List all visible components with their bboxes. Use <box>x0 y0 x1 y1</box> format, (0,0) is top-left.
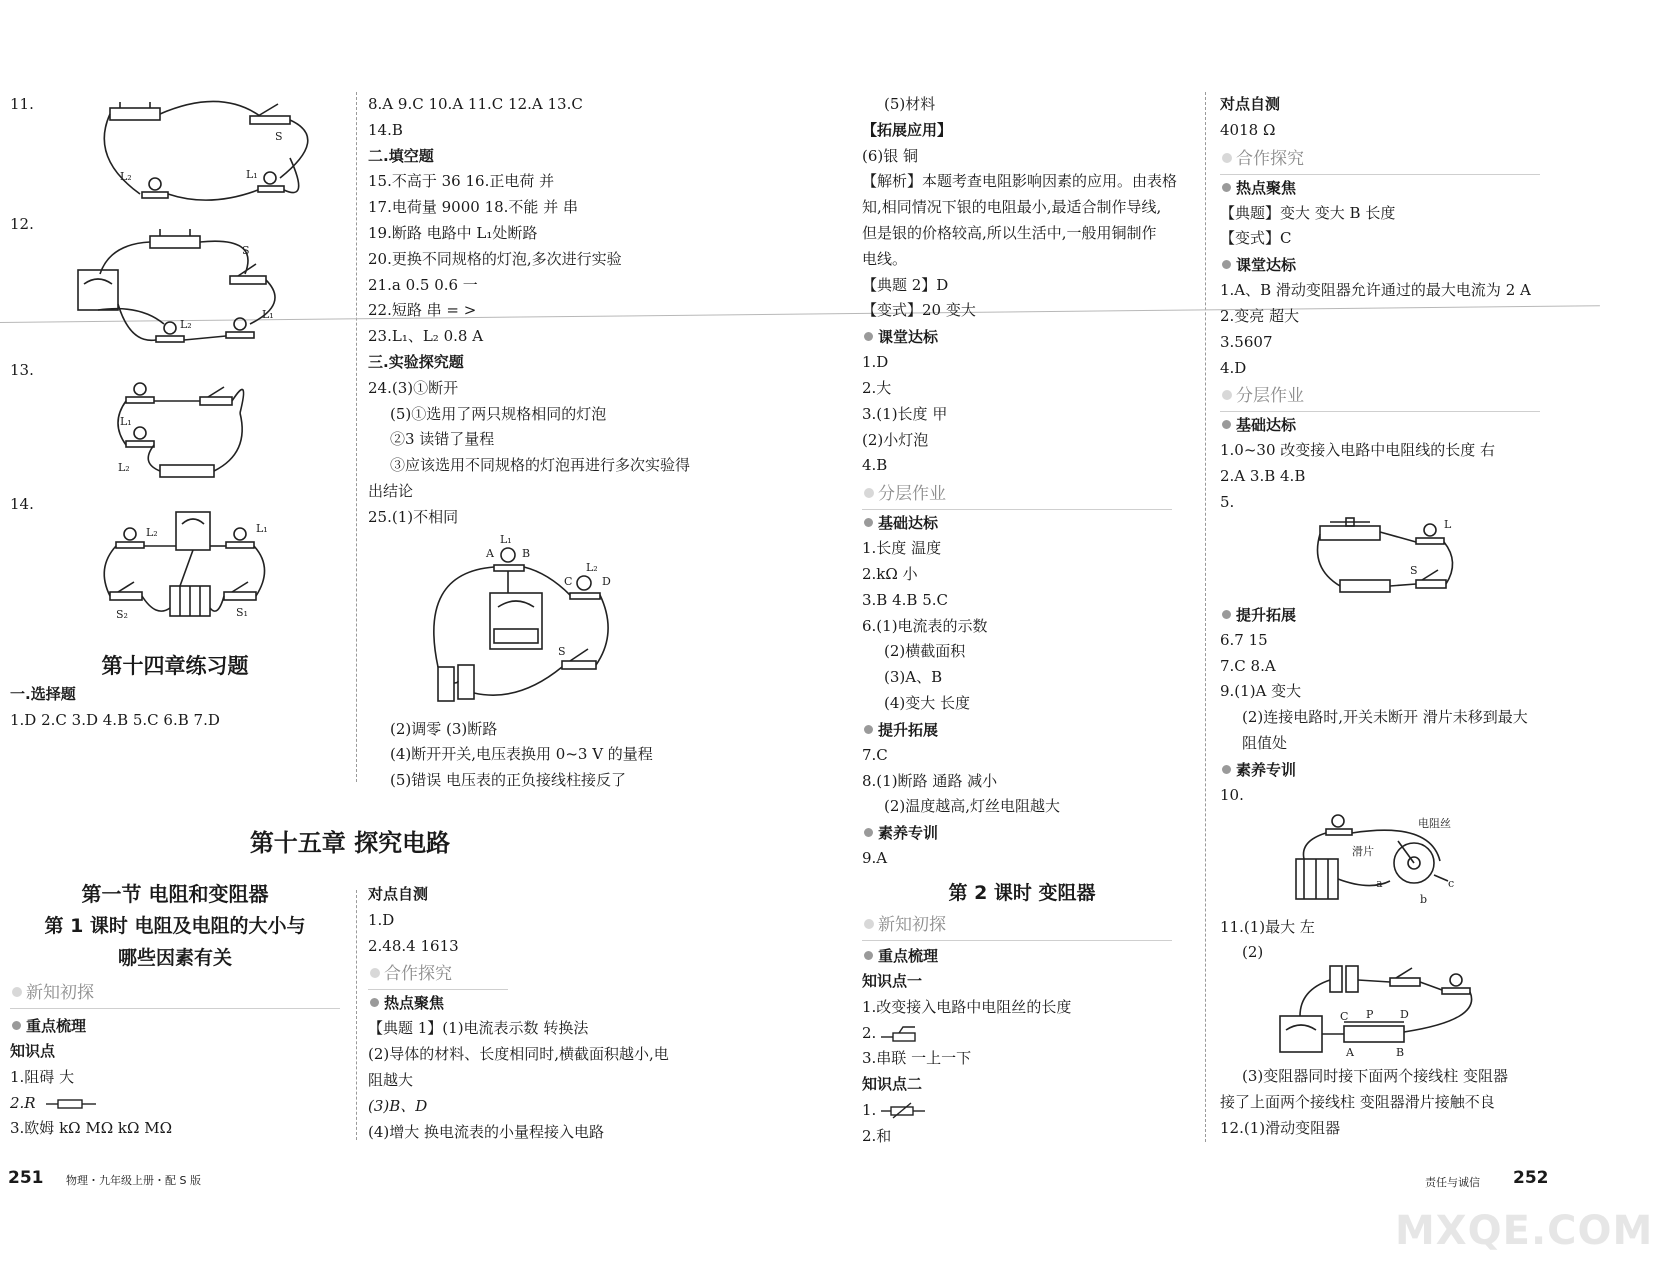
answer-line <box>862 1021 1202 1047</box>
answer-line: 14.B <box>368 120 403 139</box>
answer-line: (6)银 铜 <box>862 146 919 165</box>
subheader-hot-topics: 热点聚焦 <box>1220 175 1580 201</box>
answer-line: 【典题 2】D <box>862 275 949 294</box>
fig25-label-l2: L₂ <box>586 560 598 574</box>
answer-line: 接了上面两个接线柱 变阻器滑片接触不良 <box>1220 1092 1495 1111</box>
answer-line: 2.变亮 超大 <box>1220 306 1300 325</box>
answer-line: ③应该选用不同规格的灯泡再进行多次实验得 <box>390 456 691 475</box>
answer-line: 【解析】本题考查电阻影响因素的应用。由表格 <box>862 172 1178 191</box>
column-4 <box>1220 92 1580 1142</box>
question-14: 14. <box>10 495 34 514</box>
knowledge-point: 知识点 <box>10 1042 56 1060</box>
answer-line: 2.和 <box>862 1126 892 1145</box>
answer-line: 4.B <box>862 456 888 475</box>
watermark-logo: MXQE.COM <box>1395 1208 1653 1254</box>
answer-line: (2)调零 (3)断路 <box>390 719 498 738</box>
answer-line: 15.不高于 36 16.正电荷 并 <box>368 172 555 191</box>
question-12: 12. <box>10 214 34 233</box>
fig12-label-l2: L₂ <box>180 317 192 331</box>
fig11-label-l2: L₂ <box>120 169 132 183</box>
answer-line: 2.大 <box>862 378 892 397</box>
answer-line: 【典题 1】(1)电流表示数 转换法 <box>368 1019 589 1038</box>
answer-line: 9.(1)A 变大 <box>1220 682 1302 701</box>
fig25-label-s: S <box>558 644 566 658</box>
column-3 <box>862 92 1202 1150</box>
header-cooperation: 合作探究 <box>1220 144 1540 175</box>
circuit-figure-11 <box>80 98 360 208</box>
answer-line: (4)增大 换电流表的小量程接入电路 <box>368 1122 605 1141</box>
answer-line: ②3 读错了量程 <box>390 430 495 449</box>
fig25-label-c: C <box>564 574 573 588</box>
answers-choice: 1.D 2.C 3.D 4.B 5.C 6.B 7.D <box>10 710 220 729</box>
answer-line: (4)断开开关,电压表换用 0~3 V 的量程 <box>390 745 653 764</box>
footer-book-note: 物理・九年级上册・配 S 版 <box>66 1174 201 1187</box>
footer-right-note: 责任与诚信 <box>1425 1176 1480 1189</box>
circuit-figure-25 <box>398 533 638 713</box>
section-choice: 一.选择题 <box>10 685 76 704</box>
answer-line: 【典题】变大 变大 B 长度 <box>1220 203 1396 222</box>
fig10-label-b: b <box>1420 892 1428 906</box>
answer-line: 21.a 0.5 0.6 一 <box>368 275 478 294</box>
subheader-class-goal: 课堂达标 <box>862 324 1202 350</box>
answer-line: 电线。 <box>862 249 908 268</box>
self-test-title: 对点自测 <box>1220 95 1281 113</box>
answer-line: 1.D <box>862 353 889 372</box>
answer-line: 23.L₁、L₂ 0.8 A <box>368 327 484 346</box>
answer-line: 知,相同情况下银的电阻最小,最适合制作导线, <box>862 198 1162 217</box>
fig10-label-c: c <box>1448 876 1455 890</box>
column-1 <box>10 92 350 734</box>
answer-line: 7.C <box>862 745 888 764</box>
answer-line <box>862 1098 1202 1124</box>
answer-line: (2)连接电路时,开关未断开 滑片未移到最大 <box>1242 708 1528 727</box>
lesson-title: 第 1 课时 电阻及电阻的大小与 <box>44 915 306 937</box>
fig14-label-s2: S₂ <box>116 608 128 622</box>
chapter-14-title: 第十四章练习题 <box>101 654 249 679</box>
answer-line: (3)A、B <box>884 668 943 687</box>
answer-line: 3.B 4.B 5.C <box>862 590 948 609</box>
answer-line: 3.5607 <box>1220 332 1273 351</box>
header-layered-work: 分层作业 <box>1220 381 1540 412</box>
circuit-figure-12 <box>70 224 360 354</box>
column-2 <box>368 92 708 794</box>
answer-line: 1.A、B 滑动变阻器允许通过的最大电流为 2 A <box>1220 281 1531 300</box>
header-new-knowledge: 新知初探 <box>862 910 1172 941</box>
page-number-left: 251 <box>8 1168 44 1188</box>
header-layered-work: 分层作业 <box>862 479 1172 510</box>
rheostat-symbol <box>881 1025 925 1043</box>
fig25-label-l1: L₁ <box>500 532 512 546</box>
answer-line: 3.串联 一上一下 <box>862 1049 972 1068</box>
circuit-figure-11b <box>1270 960 1500 1060</box>
subheader-improve: 提升拓展 <box>1220 602 1580 628</box>
page-number-right: 252 <box>1513 1168 1549 1188</box>
subheader-literacy: 素养专训 <box>862 820 1202 846</box>
answer-line: 1.D <box>368 910 395 929</box>
fig13-label-l1: L₁ <box>120 415 132 429</box>
subheader-basic: 基础达标 <box>862 510 1202 536</box>
fig5-label-l: L <box>1444 517 1452 531</box>
subheader-hot-topics: 热点聚焦 <box>368 990 708 1016</box>
answer-line: 12.(1)滑动变阻器 <box>1220 1118 1341 1137</box>
answer-line: 6.(1)电流表的示数 <box>862 616 988 635</box>
fig10-label-slide: 滑片 <box>1352 844 1374 858</box>
answer-line: (3)变阻器同时接下面两个接线柱 变阻器 <box>1242 1067 1509 1086</box>
subheader-class-goal: 课堂达标 <box>1220 252 1580 278</box>
circuit-figure-14 <box>90 508 340 638</box>
answer-line: 22.短路 串 = > <box>368 301 477 320</box>
answer-text: 2.R <box>10 1093 36 1112</box>
answer-line: (2) <box>1242 943 1264 962</box>
knowledge-point-1: 知识点一 <box>862 971 923 990</box>
subheader-improve: 提升拓展 <box>862 717 1202 743</box>
fig5-label-s: S <box>1410 563 1418 577</box>
subheader-basic: 基础达标 <box>1220 412 1580 438</box>
fig12-label-s: S <box>242 243 250 257</box>
fig25-label-d: D <box>602 574 611 588</box>
answer-line: 但是银的价格较高,所以生活中,一般用铜制作 <box>862 223 1157 242</box>
fig10-label-a: a <box>1376 876 1383 890</box>
fig13-label-l2: L₂ <box>118 461 130 475</box>
answer-line: 【变式】20 变大 <box>862 301 976 320</box>
answer-line: 19.断路 电路中 L₁处断路 <box>368 223 538 242</box>
answer-line: 2.48.4 1613 <box>368 936 459 955</box>
answer-line: 20.更换不同规格的灯泡,多次进行实验 <box>368 249 622 268</box>
question-13: 13. <box>10 360 34 379</box>
subheader-key-points: 重点梳理 <box>862 943 1202 969</box>
section-title: 第一节 电阻和变阻器 <box>81 882 269 906</box>
header-cooperation: 合作探究 <box>368 959 508 990</box>
lesson-2-title: 第 2 课时 变阻器 <box>948 881 1096 904</box>
section-experiment: 三.实验探究题 <box>368 352 464 371</box>
answer-line: 11.(1)最大 左 <box>1220 917 1315 936</box>
fig11-label-l1: L₁ <box>246 167 258 181</box>
circuit-figure-10 <box>1290 811 1490 911</box>
answer-line: (2)导体的材料、长度相同时,横截面积越小,电 <box>368 1045 669 1064</box>
answer-line: 8.(1)断路 通路 减小 <box>862 771 998 790</box>
answer-line: 6.7 15 <box>1220 630 1268 649</box>
fig14-label-s1: S₁ <box>236 606 248 620</box>
fig11b-label-c: C <box>1340 1010 1349 1024</box>
answer-line: 24.(3)①断开 <box>368 378 459 397</box>
answer-line: 【变式】C <box>1220 229 1292 248</box>
answer-line: 1.0~30 改变接入电路中电阻线的长度 右 <box>1220 441 1496 460</box>
answer-line: 9.A <box>862 849 888 868</box>
circuit-figure-13 <box>100 373 350 488</box>
fig12-label-l1: L₁ <box>262 307 274 321</box>
fig11b-label-d: D <box>1400 1008 1409 1022</box>
fig14-label-l1: L₁ <box>256 522 268 536</box>
column-divider <box>356 890 357 1140</box>
answer-line: (2)温度越高,灯丝电阻越大 <box>884 797 1061 816</box>
answer-line: 1.改变接入电路中电阻丝的长度 <box>862 997 1072 1016</box>
answer-line: (5)①选用了两只规格相同的灯泡 <box>390 404 607 423</box>
answer-line: 阻越大 <box>368 1070 414 1089</box>
answer-line: (3)B、D <box>368 1096 428 1115</box>
question-11: 11. <box>10 95 34 113</box>
chapter-15-title: 第十五章 探究电路 <box>249 829 451 857</box>
answer-line: 2.A 3.B 4.B <box>1220 467 1306 486</box>
answer-line: 阻值处 <box>1242 733 1288 752</box>
resistor-symbol <box>46 1098 96 1110</box>
answer-line: 10. <box>1220 785 1244 804</box>
answer-line: 1.长度 温度 <box>862 539 942 558</box>
answer-line: 出结论 <box>368 481 414 500</box>
answer-line: 1.阻碍 大 <box>10 1067 75 1086</box>
answer-line: 7.C 8.A <box>1220 656 1276 675</box>
answer-line: 【拓展应用】 <box>862 120 953 139</box>
answer-line: 2.kΩ 小 <box>862 564 918 583</box>
fig11b-label-a: A <box>1346 1046 1354 1060</box>
answer-text: 1. <box>862 1100 877 1119</box>
answer-line: 4018 Ω <box>1220 120 1276 139</box>
answer-line: (5)材料 <box>884 95 936 113</box>
answer-line <box>10 1091 350 1117</box>
fig11b-label-p: P <box>1366 1008 1374 1022</box>
answer-line: 17.电荷量 9000 18.不能 并 串 <box>368 198 578 217</box>
answer-line: 4.D <box>1220 358 1247 377</box>
answer-line: 3.欧姆 kΩ MΩ kΩ MΩ <box>10 1119 173 1138</box>
answer-line: (2)小灯泡 <box>862 430 929 449</box>
answer-line: 5. <box>1220 492 1235 511</box>
column-divider <box>1205 92 1206 1142</box>
column-1-bottom <box>0 878 350 1142</box>
answer-line: 25.(1)不相同 <box>368 507 459 526</box>
column-2-bottom <box>368 882 708 1145</box>
circuit-figure-5 <box>1310 518 1510 598</box>
fig14-label-l2: L₂ <box>146 526 158 540</box>
section-fill: 二.填空题 <box>368 146 434 165</box>
answer-line: (2)横截面积 <box>884 642 966 661</box>
answer-line: (5)错误 电压表的正负接线柱接反了 <box>390 771 627 790</box>
self-test-title: 对点自测 <box>368 885 429 903</box>
knowledge-point-2: 知识点二 <box>862 1075 923 1094</box>
answer-line: (4)变大 长度 <box>884 693 971 712</box>
header-new-knowledge: 新知初探 <box>10 978 340 1009</box>
answer-line: 8.A 9.C 10.A 11.C 12.A 13.C <box>368 95 583 113</box>
subheader-key-points: 重点梳理 <box>10 1013 350 1039</box>
fig10-label-wire: 电阻丝 <box>1418 816 1451 830</box>
fig25-label-b: B <box>522 546 531 560</box>
answer-line: 3.(1)长度 甲 <box>862 404 948 423</box>
variable-resistor-symbol <box>881 1102 925 1120</box>
answer-text: 2. <box>862 1023 877 1042</box>
fig25-label-a: A <box>486 546 494 560</box>
lesson-title-cont: 哪些因素有关 <box>117 947 232 969</box>
subheader-literacy: 素养专训 <box>1220 757 1580 783</box>
fig11-label-s: S <box>275 129 283 143</box>
fig11b-label-b: B <box>1396 1046 1405 1060</box>
